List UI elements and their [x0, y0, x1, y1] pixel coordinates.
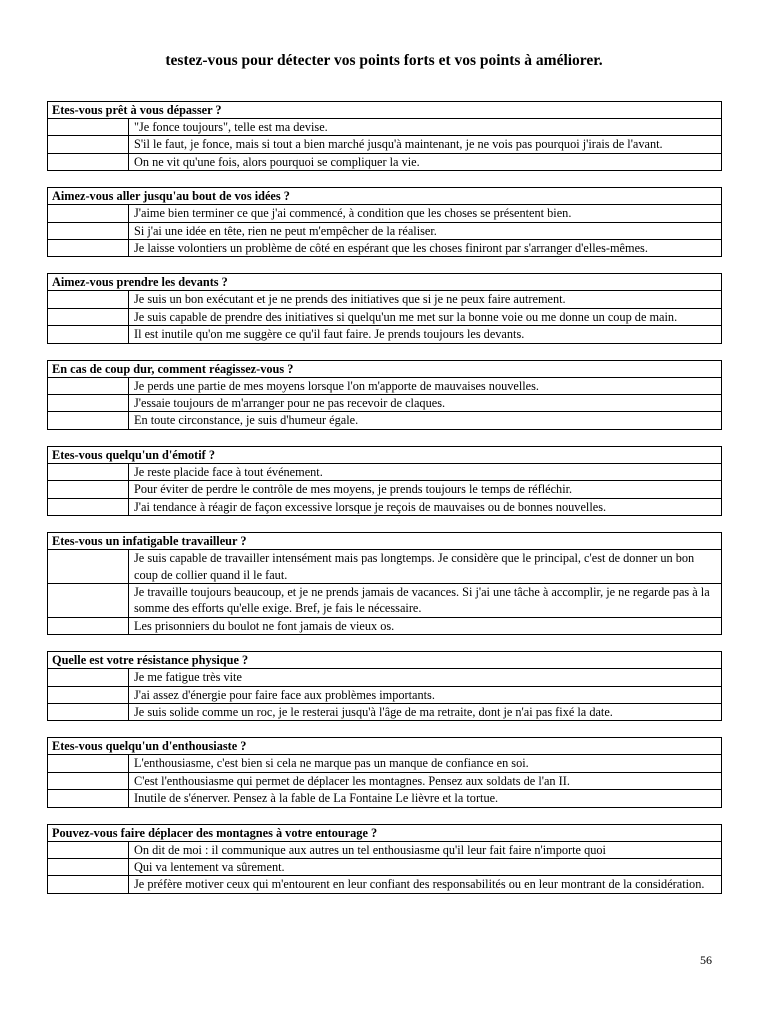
answer-checkbox-cell[interactable] — [48, 464, 129, 480]
answer-checkbox-cell[interactable] — [48, 412, 129, 428]
answer-checkbox-cell[interactable] — [48, 790, 129, 806]
question-text: Etes-vous un infatigable travailleur ? — [48, 533, 721, 550]
questionnaire — [47, 101, 722, 910]
page-number: 56 — [700, 953, 712, 967]
answer-text: C'est l'enthousiasme qui permet de déplacer les montagnes. Pensez aux soldats de l'an II. — [134, 773, 570, 788]
answer-row — [48, 378, 721, 395]
answer-text: Je laisse volontiers un problème de côté en espérant que les choses finiront par s'arranger d'elles-mêmes. — [134, 241, 648, 256]
answer-checkbox-cell[interactable] — [48, 291, 129, 307]
answer-checkbox-cell[interactable] — [48, 499, 129, 515]
answer-row — [48, 136, 721, 153]
answer-text: Je suis capable de prendre des initiatives si quelqu'un me met sur la bonne voie ou me donne un coup de main. — [134, 309, 678, 324]
answer-text: On ne vit qu'une fois, alors pourquoi se compliquer la vie. — [134, 154, 420, 169]
answer-row — [48, 291, 721, 308]
answer-checkbox-cell[interactable] — [48, 223, 129, 239]
question-text: Etes-vous quelqu'un d'enthousiaste ? — [48, 738, 721, 755]
answer-row — [48, 223, 721, 240]
answer-text: S'il le faut, je fonce, mais si tout a bien marché jusqu'à maintenant, je ne vois pas pourquoi j'irais de l'avant. — [134, 137, 663, 152]
answer-checkbox-cell[interactable] — [48, 755, 129, 771]
question-block — [47, 532, 722, 635]
question-text: Aimez-vous aller jusqu'au bout de vos idées ? — [48, 188, 721, 205]
question-block — [47, 446, 722, 516]
answer-text: Qui va lentement va sûrement. — [134, 859, 285, 874]
answer-text: Je travaille toujours beaucoup, et je ne prends jamais de vacances. Si j'ai une tâche à accomplir, je ne regarde pas à la somme des efforts qu'elle exige. Bref, je fais le nécessaire. — [134, 584, 710, 616]
answer-row — [48, 395, 721, 412]
answer-text: Les prisonniers du boulot ne font jamais de vieux os. — [134, 618, 395, 633]
answer-text: On dit de moi : il communique aux autres un tel enthousiasme qu'il leur fait faire n'importe quoi — [134, 842, 606, 857]
answer-checkbox-cell[interactable] — [48, 859, 129, 875]
answer-row — [48, 326, 721, 342]
answer-checkbox-cell[interactable] — [48, 154, 129, 170]
question-text: Quelle est votre résistance physique ? — [48, 652, 721, 669]
answer-row — [48, 584, 721, 618]
answer-text: Je reste placide face à tout événement. — [134, 464, 323, 479]
question-text: Etes-vous prêt à vous dépasser ? — [48, 102, 721, 119]
answer-checkbox-cell[interactable] — [48, 205, 129, 221]
answer-text: Je suis un bon exécutant et je ne prends des initiatives que si je ne peux faire autrement. — [134, 292, 566, 307]
answer-row — [48, 704, 721, 720]
answer-checkbox-cell[interactable] — [48, 240, 129, 256]
answer-checkbox-cell[interactable] — [48, 669, 129, 685]
answer-checkbox-cell[interactable] — [48, 550, 129, 583]
answer-row — [48, 687, 721, 704]
answer-text: Inutile de s'énerver. Pensez à la fable de La Fontaine Le lièvre et la tortue. — [134, 791, 499, 806]
answer-row — [48, 119, 721, 136]
answer-row — [48, 499, 721, 515]
question-text: En cas de coup dur, comment réagissez-vous ? — [48, 361, 721, 378]
answer-checkbox-cell[interactable] — [48, 876, 129, 892]
answer-text: J'ai assez d'énergie pour faire face aux problèmes importants. — [134, 687, 435, 702]
question-block — [47, 651, 722, 721]
answer-row — [48, 876, 721, 892]
answer-checkbox-cell[interactable] — [48, 687, 129, 703]
answer-row — [48, 154, 721, 170]
answer-text: J'essaie toujours de m'arranger pour ne pas recevoir de claques. — [134, 396, 446, 411]
answer-text: En toute circonstance, je suis d'humeur égale. — [134, 413, 359, 428]
question-block — [47, 737, 722, 807]
answer-row — [48, 205, 721, 222]
answer-row — [48, 481, 721, 498]
answer-text: Si j'ai une idée en tête, rien ne peut m'empêcher de la réaliser. — [134, 223, 437, 238]
answer-row — [48, 842, 721, 859]
question-block — [47, 187, 722, 257]
answer-checkbox-cell[interactable] — [48, 309, 129, 325]
answer-checkbox-cell[interactable] — [48, 481, 129, 497]
answer-row — [48, 618, 721, 634]
answer-text: Pour éviter de perdre le contrôle de mes moyens, je prends toujours le temps de réfléchir. — [134, 482, 573, 497]
answer-text: Je suis capable de travailler intensément mais pas longtemps. Je considère que le principal, c'est de donner un bon coup de collier quand il le faut. — [134, 551, 695, 582]
question-block — [47, 273, 722, 343]
answer-row — [48, 859, 721, 876]
answer-text: Je perds une partie de mes moyens lorsque l'on m'apporte de mauvaises nouvelles. — [134, 378, 539, 393]
answer-text: Il est inutile qu'on me suggère ce qu'il faut faire. Je prends toujours les devants. — [134, 327, 525, 342]
answer-row — [48, 550, 721, 584]
question-block — [47, 360, 722, 430]
answer-row — [48, 773, 721, 790]
question-block — [47, 824, 722, 894]
question-block — [47, 101, 722, 171]
answer-text: J'aime bien terminer ce que j'ai commencé, à condition que les choses se présentent bien. — [134, 206, 572, 221]
answer-text: Je me fatigue très vite — [134, 670, 242, 685]
answer-text: J'ai tendance à réagir de façon excessive lorsque je reçois de mauvaises ou de bonnes nouvelles. — [134, 499, 607, 514]
question-text: Etes-vous quelqu'un d'émotif ? — [48, 447, 721, 464]
answer-row — [48, 240, 721, 256]
answer-row — [48, 790, 721, 806]
answer-checkbox-cell[interactable] — [48, 395, 129, 411]
answer-checkbox-cell[interactable] — [48, 326, 129, 342]
question-text: Pouvez-vous faire déplacer des montagnes à votre entourage ? — [48, 825, 721, 842]
answer-checkbox-cell[interactable] — [48, 584, 129, 617]
answer-row — [48, 464, 721, 481]
answer-checkbox-cell[interactable] — [48, 378, 129, 394]
answer-checkbox-cell[interactable] — [48, 773, 129, 789]
answer-row — [48, 412, 721, 428]
answer-checkbox-cell[interactable] — [48, 136, 129, 152]
answer-text: Je suis solide comme un roc, je le resterai jusqu'à l'âge de ma retraite, dont je n'ai pas fixé la date. — [134, 704, 613, 719]
answer-checkbox-cell[interactable] — [48, 618, 129, 634]
answer-text: Je préfère motiver ceux qui m'entourent en leur confiant des responsabilités ou en leur montrant de la considération. — [134, 877, 705, 892]
answer-row — [48, 669, 721, 686]
question-text: Aimez-vous prendre les devants ? — [48, 274, 721, 291]
answer-text: L'enthousiasme, c'est bien si cela ne marque pas un manque de confiance en soi. — [134, 756, 529, 771]
answer-checkbox-cell[interactable] — [48, 119, 129, 135]
answer-text: "Je fonce toujours", telle est ma devise. — [134, 120, 328, 134]
answer-row — [48, 755, 721, 772]
answer-checkbox-cell[interactable] — [48, 704, 129, 720]
answer-row — [48, 309, 721, 326]
page-title: testez-vous pour détecter vos points forts et vos points à améliorer. — [165, 52, 603, 69]
answer-checkbox-cell[interactable] — [48, 842, 129, 858]
